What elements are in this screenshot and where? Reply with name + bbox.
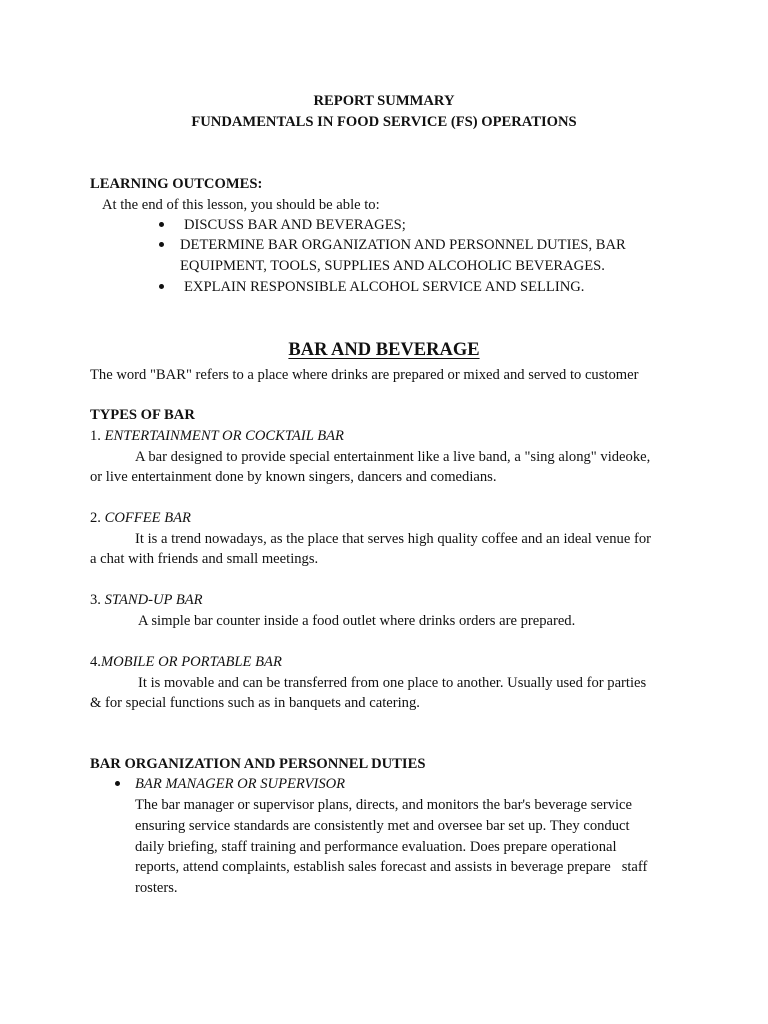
bar-type-description: & for special functions such as in banquets and catering. [90, 695, 420, 711]
bar-type-description: A simple bar counter inside a food outlet where drinks orders are prepared. [138, 613, 576, 629]
bar-type-name: ENTERTAINMENT OR COCKTAIL BAR [104, 428, 344, 444]
outcome-item: DETERMINE BAR ORGANIZATION AND PERSONNEL DUTIES, BAR [180, 237, 626, 253]
section-heading-bar-and-beverage: BAR AND BEVERAGE [288, 340, 480, 360]
bullet-icon [115, 781, 120, 786]
bar-type-number: 3. [90, 592, 101, 608]
bar-organization-heading: BAR ORGANIZATION AND PERSONNEL DUTIES [90, 756, 426, 772]
role-description: ensuring service standards are consistently met and oversee bar set up. They conduct [135, 818, 630, 834]
bar-definition: The word "BAR" refers to a place where drinks are prepared or mixed and served to customer [90, 367, 639, 383]
outcome-item-continuation: EQUIPMENT, TOOLS, SUPPLIES AND ALCOHOLIC BEVERAGES. [180, 258, 605, 274]
role-description: rosters. [135, 880, 178, 896]
outcome-item: DISCUSS BAR AND BEVERAGES; [184, 217, 406, 233]
bullet-icon [159, 284, 164, 289]
bar-type-name: STAND-UP BAR [104, 592, 203, 608]
bar-type-description: It is movable and can be transferred from one place to another. Usually used for parties [138, 675, 647, 691]
bar-type-description: It is a trend nowadays, as the place that serves high quality coffee and an ideal venue for [135, 531, 651, 547]
bullet-icon [159, 222, 164, 227]
bullet-icon [159, 242, 164, 247]
bar-type-name: MOBILE OR PORTABLE BAR [100, 654, 282, 670]
learning-outcomes-intro: At the end of this lesson, you should be able to: [102, 197, 380, 213]
bar-type-description: A bar designed to provide special entertainment like a live band, a "sing along" videoke, [135, 449, 651, 465]
report-title: REPORT SUMMARY [313, 93, 455, 109]
role-title: BAR MANAGER OR SUPERVISOR [135, 776, 346, 792]
bar-type-description: a chat with friends and small meetings. [90, 551, 319, 567]
outcome-item: EXPLAIN RESPONSIBLE ALCOHOL SERVICE AND SELLING. [184, 279, 585, 295]
bar-type-number: 2. [90, 510, 101, 526]
bar-type-description: or live entertainment done by known singers, dancers and comedians. [90, 469, 497, 485]
report-subtitle: FUNDAMENTALS IN FOOD SERVICE (FS) OPERATIONS [191, 114, 577, 130]
bar-type-name: COFFEE BAR [104, 510, 191, 526]
role-description: daily briefing, staff training and performance evaluation. Does prepare operational [135, 839, 617, 855]
types-of-bar-heading: TYPES OF BAR [90, 407, 195, 423]
learning-outcomes-heading: LEARNING OUTCOMES: [90, 176, 263, 192]
bar-type-number: 1. [90, 428, 101, 444]
role-description: reports, attend complaints, establish sales forecast and assists in beverage prepare staff [135, 859, 648, 875]
bar-type-number: 4. [90, 654, 101, 670]
role-description: The bar manager or supervisor plans, directs, and monitors the bar's beverage service [135, 797, 633, 813]
